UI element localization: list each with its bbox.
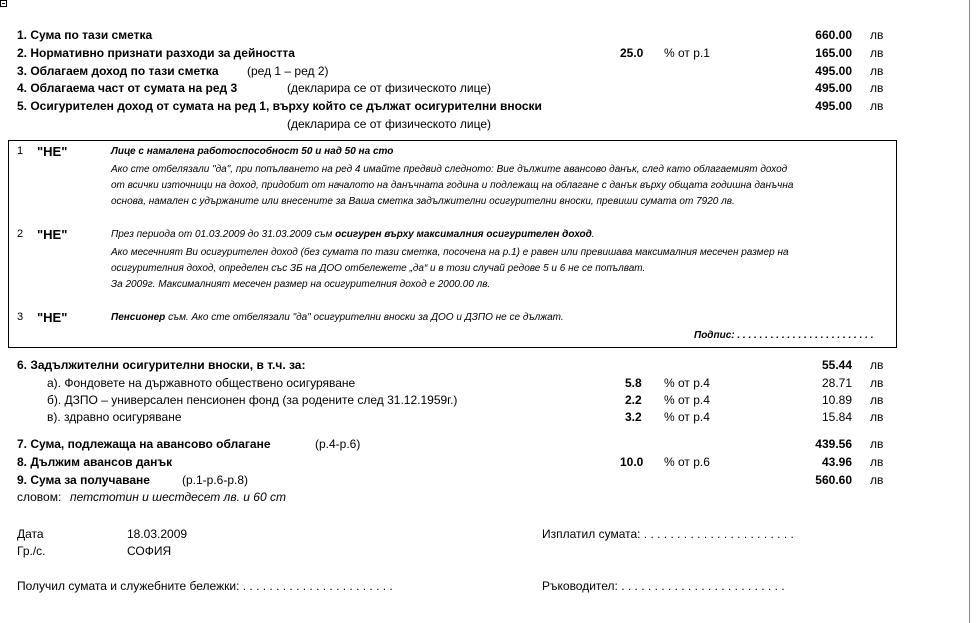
line8-pct-label: % от р.6 [664, 455, 710, 469]
line9-amount: 560.60 [815, 473, 852, 487]
box-item2-text-1: Ако месечният Ви осигурителен доход (без сумата по тази сметка, посочена на р.1) е равен или превишава максималния месечен размер на [111, 247, 789, 258]
line1-unit: лв [870, 28, 884, 42]
line6c-pct-label: % от р.4 [664, 410, 710, 424]
city-value: СОФИЯ [127, 544, 172, 558]
box-item1-answer[interactable]: "НЕ" [37, 144, 68, 159]
box-item2-title-bold: осигурен върху максималния осигурителен доход [335, 229, 592, 240]
line6a-pct: 5.8 [625, 376, 642, 390]
date-label: Дата [17, 527, 44, 541]
box-item2-answer[interactable]: "НЕ" [37, 227, 68, 242]
box-item3-title: Пенсионер [111, 312, 166, 323]
line6b-amount: 10.89 [821, 393, 852, 407]
box-item3-answer[interactable]: "НЕ" [37, 310, 68, 325]
line5-note: (декларира се от физическото лице) [287, 117, 492, 131]
box-item3-number: 3 [17, 311, 24, 323]
line6b-unit: лв [870, 393, 884, 407]
line2-pct-label: % от р.1 [664, 46, 710, 60]
line6a-label: а). Фондовете на държавното обществено осигуряване [47, 376, 356, 390]
line6b-label: б). ДЗПО – универсален пенсионен фонд (за родените след 31.12.1959г.) [47, 393, 458, 407]
box-item2-title-suffix: . [591, 229, 595, 240]
line8-unit: лв [870, 455, 884, 469]
amount-in-words-label: словом: [17, 490, 62, 504]
line7-note: (р.4-р.6) [315, 437, 361, 451]
line6c-unit: лв [870, 410, 884, 424]
line5-unit: лв [870, 99, 884, 113]
line8-amount: 43.96 [821, 455, 852, 469]
line6b-pct-label: % от р.4 [664, 393, 710, 407]
box-item3-text: съм. Ако сте отбелязали "да" осигурителни вноски за ДОО и ДЗПО не се дължат. [165, 312, 564, 323]
line6-amount: 55.44 [821, 358, 852, 372]
line9-note: (р.1-р.6-р.8) [182, 473, 249, 487]
line4-unit: лв [870, 81, 884, 95]
paid-by-line: Изплатил сумата: . . . . . . . . . . . . . . . . . . . . . . . [542, 527, 794, 541]
line3-unit: лв [870, 64, 884, 78]
line6-unit: лв [870, 358, 884, 372]
line9-label: 9. Сума за получаване [17, 473, 150, 487]
line5-label: 5. Осигурителен доход от сумата на ред 1, върху който се дължат осигурителни вноски [17, 99, 542, 113]
line6b-pct: 2.2 [625, 393, 642, 407]
city-label: Гр./с. [17, 544, 46, 558]
line6c-pct: 3.2 [625, 410, 642, 424]
received-by-line: Получил сумата и служебните бележки: . . . . . . . . . . . . . . . . . . . . . . . [17, 579, 393, 593]
line4-note: (декларира се от физическото лице) [287, 81, 492, 95]
signature-line: Подпис: . . . . . . . . . . . . . . . . . . . . . . . . . [694, 330, 874, 341]
box-item1-title: Лице с намалена работоспособност 50 и над 50 на сто [111, 146, 394, 157]
box-item1-text-1: Ако сте отбелязали "да", при попълването на ред 4 имайте предвид следното: Вие дължите авансово данък, след като облагаемият доход [111, 164, 788, 175]
amount-in-words-value: петстотин и шестдесет лв. и 60 ст [70, 490, 286, 504]
line6-label: 6. Задължителни осигурителни вноски, в т.ч. за: [17, 358, 306, 372]
line3-amount: 495.00 [815, 64, 852, 78]
line2-amount: 165.00 [815, 46, 852, 60]
page-right-border [969, 0, 970, 623]
line7-amount: 439.56 [815, 437, 852, 451]
box-item2-title [111, 229, 595, 240]
line4-amount: 495.00 [815, 81, 852, 95]
line8-pct: 10.0 [620, 455, 644, 469]
box-item1-text-2: от всички източници на доход, придобит от началото на данъчната година и подлежащ на облагане с данък върху общата годишна данъчна [111, 180, 794, 191]
box-item2-title-prefix: През периода от 01.03.2009 до 31.03.2009 съм [111, 229, 336, 240]
line4-label: 4. Облагаема част от сумата на ред 3 [17, 81, 238, 95]
line7-unit: лв [870, 437, 884, 451]
box-item1-text-3: основа, намален с удържаните или внесените за Ваша сметка задължителни осигурителни вноски, превиши сумата от 7920 лв. [111, 196, 735, 207]
line3-note: (ред 1 – ред 2) [247, 64, 329, 78]
line9-unit: лв [870, 473, 884, 487]
line6c-amount: 15.84 [821, 410, 852, 424]
manager-line: Ръководител: . . . . . . . . . . . . . . . . . . . . . . . . . [542, 579, 785, 593]
line2-unit: лв [870, 46, 884, 60]
window-corner-icon [0, 0, 7, 7]
line6a-unit: лв [870, 376, 884, 390]
line2-pct: 25.0 [620, 46, 644, 60]
line6a-pct-label: % от р.4 [664, 376, 710, 390]
line6a-amount: 28.71 [821, 376, 852, 390]
line2-label: 2. Нормативно признати разходи за дейността [17, 46, 295, 60]
line1-label: 1. Сума по тази сметка [17, 28, 153, 42]
line3-label: 3. Облагаем доход по тази сметка [17, 64, 219, 78]
line5-amount: 495.00 [815, 99, 852, 113]
date-value: 18.03.2009 [127, 527, 188, 541]
box-item2-number: 2 [17, 228, 24, 240]
box-item3-line [111, 312, 564, 323]
line6c-label: в). здравно осигуряване [47, 410, 182, 424]
line8-label: 8. Дължим авансов данък [17, 455, 173, 469]
box-item2-text-2: осигурителния доход, определен със ЗБ на ДОО отбележете „да“ и в този случай редове 5 и 6 не се попълват. [111, 263, 646, 274]
line7-label: 7. Сума, подлежаща на авансово облагане [17, 437, 271, 451]
line1-amount: 660.00 [815, 28, 852, 42]
box-item2-text-3: За 2009г. Максималният месечен размер на осигурителния доход е 2000.00 лв. [111, 279, 491, 290]
box-item1-number: 1 [17, 145, 24, 157]
